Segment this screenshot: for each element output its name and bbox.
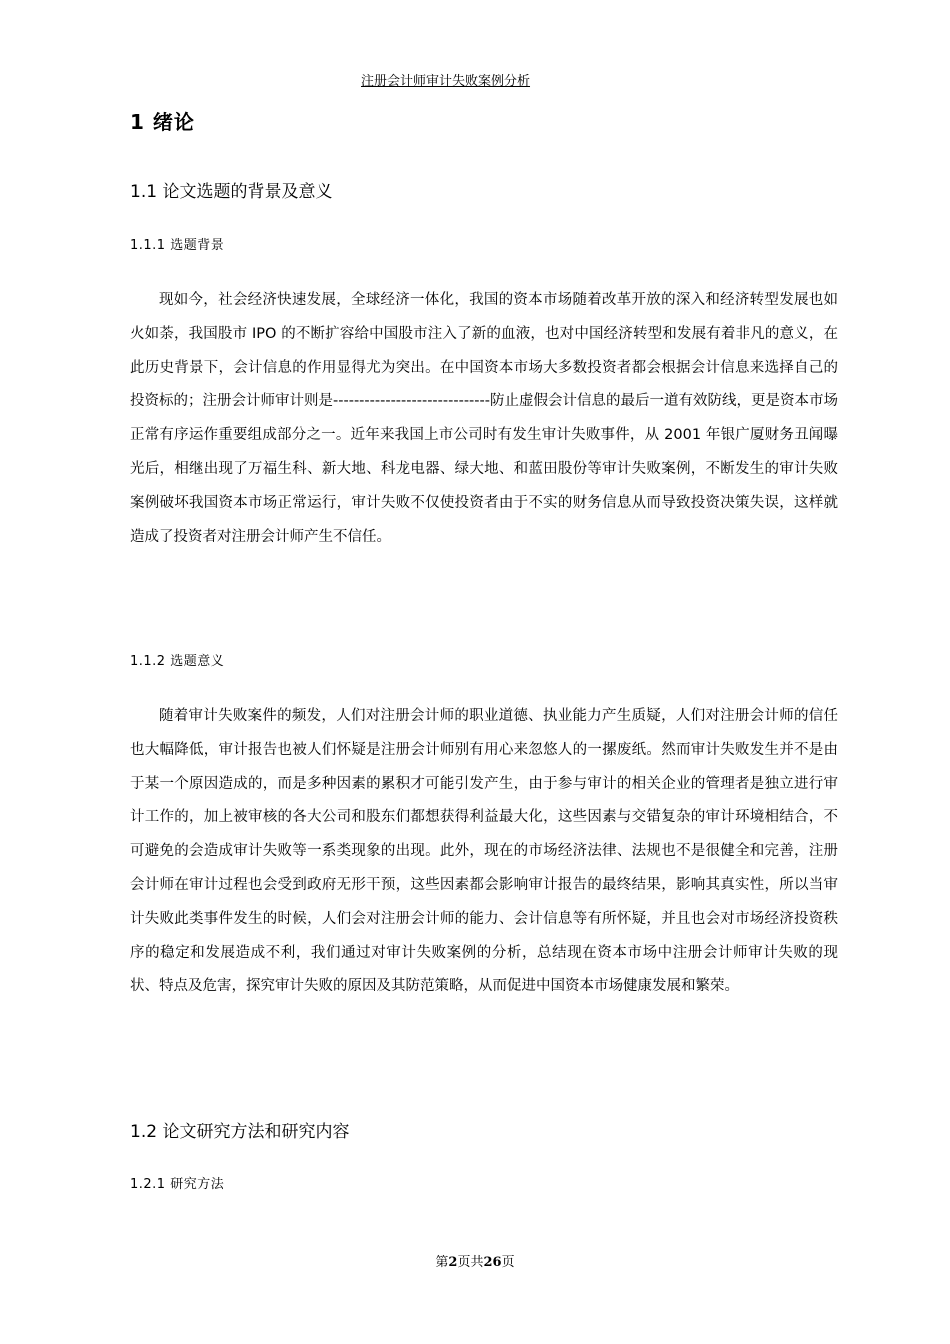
section-heading-1-1: 1.1 论文选题的背景及意义 [130,182,333,202]
footer-page-number: 2 [448,1255,458,1270]
footer-middle: 页共 [457,1255,484,1270]
footer-suffix: 页 [501,1255,515,1270]
section-heading-1-2: 1.2 论文研究方法和研究内容 [130,1122,350,1142]
footer-prefix: 第 [435,1255,449,1270]
subsection-heading-1-2-1: 1.2.1 研究方法 [130,1177,225,1192]
page-footer [0,1251,950,1270]
paragraph-background: 现如今，社会经济快速发展，全球经济一体化，我国的资本市场随着改革开放的深入和经济转型发展也如火如荼，我国股市 IPO 的不断扩容给中国股市注入了新的血液，也对中国经济转型和发展有着非凡的意义，在此历史背景下，会计信息的作用显得尤为突出。在中国资本市场大多数投资者都会根据会计信息来选择自己的投资标的；注册会计师审计则是------------------------------防止虚假会计信息的最后一道有效防线，更是资本市场正常有序运作重要组成部分之一。近年来我国上市公司时有发生审计失败事件，从 2001 年银广厦财务丑闻曝光后，相继出现了万福生科、新大地、科龙电器、绿大地、和蓝田股份等审计失败案例，不断发生的审计失败案例破坏我国资本市场正常运行，审计失败不仅使投资者由于不实的财务信息从而导致投资决策失误，这样就造成了投资者对注册会计师产生不信任。 [130,292,838,545]
running-header: 注册会计师审计失败案例分析 [361,74,531,89]
subsection-heading-1-1-2: 1.1.2 选题意义 [130,654,225,669]
footer-total-pages: 26 [483,1255,502,1270]
subsection-heading-1-1-1: 1.1.1 选题背景 [130,238,225,253]
paragraph-significance: 随着审计失败案件的频发，人们对注册会计师的职业道德、执业能力产生质疑，人们对注册会计师的信任也大幅降低，审计报告也被人们怀疑是注册会计师别有用心来忽悠人的一摞废纸。然而审计失败发生并不是由于某一个原因造成的，而是多种因素的累积才可能引发产生，由于参与审计的相关企业的管理者是独立进行审计工作的，加上被审核的各大公司和股东们都想获得利益最大化，这些因素与交错复杂的审计环境相结合，不可避免的会造成审计失败等一系类现象的出现。此外，现在的市场经济法律、法规也不是很健全和完善，注册会计师在审计过程也会受到政府无形干预，这些因素都会影响审计报告的最终结果，影响其真实性，所以当审计失败此类事件发生的时候，人们会对注册会计师的能力、会计信息等有所怀疑，并且也会对市场经济投资秩序的稳定和发展造成不利，我们通过对审计失败案例的分析，总结现在资本市场中注册会计师审计失败的现状、特点及危害，探究审计失败的原因及其防范策略，从而促进中国资本市场健康发展和繁荣。 [130,708,838,995]
chapter-title: 1 绪论 [130,110,195,134]
